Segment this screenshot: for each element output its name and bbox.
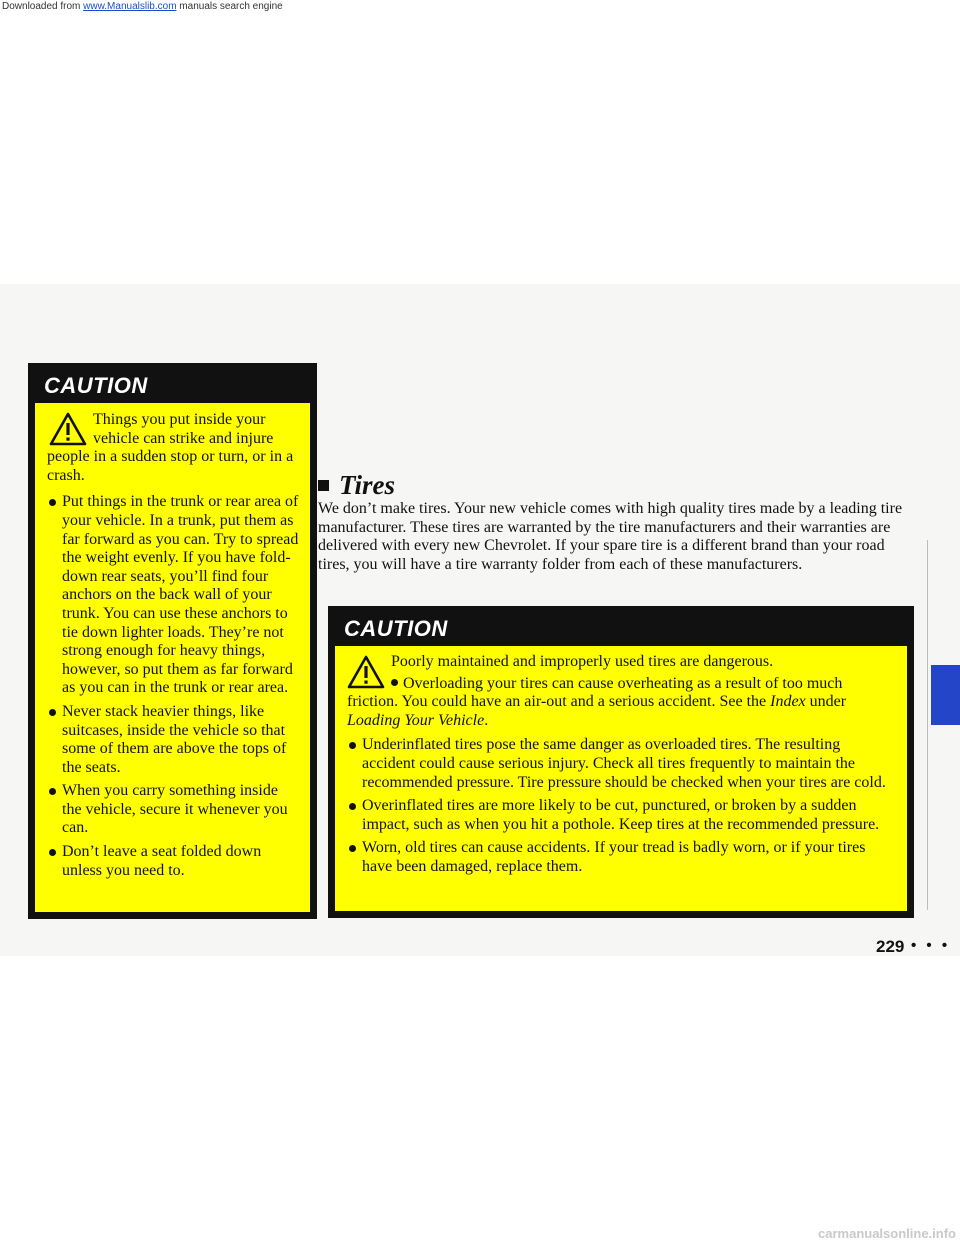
section-tab-marker [931,665,960,725]
page-number: 229 [876,937,905,956]
bullet-text: Worn, old tires can cause accidents. If your tread is badly worn, or if your tires have been damaged, replace them. [362,839,866,875]
caution-box-cargo [28,363,317,919]
caution-bullet-list [347,736,895,876]
caution-heading: CAUTION [335,613,907,646]
bullet-dot [49,499,56,506]
list-item [347,736,895,792]
list-item [47,493,300,698]
list-item [47,703,300,777]
list-item [47,843,300,880]
caution-body [35,403,310,880]
section-title-text: Tires [339,470,395,500]
bullet-dot [349,803,356,810]
bullet-dot [349,742,356,749]
section-title-tires [318,468,395,502]
bullet-dot [49,709,56,716]
warning-triangle-icon [49,412,87,446]
caution-intro: Poorly maintained and improperly used tires are dangerous. [391,653,774,670]
list-item [47,782,300,838]
bullet-text: Overloading your tires can cause overheating as a result of too much friction. You could have an air-out and a serious accident. See the [347,674,843,711]
warning-triangle-icon [347,655,385,689]
bullet-dot [349,845,356,852]
banner-prefix: Downloaded from [2,1,84,12]
caution-first-bullet [347,675,895,731]
tires-paragraph: We don’t make tires. Your new vehicle comes with high quality tires made by a leading tire manufacturer. These tires are warranted by the tire manufacturers and their warranties are delivered with every new Chevrolet. If your spare tire is a different brand than your road tires, you will have a tire warranty folder from each of these manufacturers. [318,500,903,573]
list-item [347,797,895,834]
bullet-dot [49,788,56,795]
bullet-text: Never stack heavier things, like suitcases, inside the vehicle so that some of them are above the tops of the seats. [62,702,287,776]
caution-box-tires [328,606,914,918]
download-banner [0,0,960,14]
caution-body [335,646,907,877]
caution-bullet-list [47,493,300,880]
banner-suffix: manuals search engine [176,1,283,12]
bullet-text-mid: under [805,693,847,711]
bullet-text: Don’t leave a seat folded down unless you need to. [62,843,262,879]
loading-vehicle-reference: Loading Your Vehicle [347,711,485,729]
section-square-icon [318,480,329,491]
bullet-dot [49,849,56,856]
right-margin-line [927,540,928,910]
bullet-dot [391,679,398,686]
caution-intro: Things you put inside your vehicle can strike and injure people in a sudden stop or turn, or in a crash. [47,411,294,484]
index-reference: Index [770,693,806,711]
caution-heading: CAUTION [35,370,310,403]
watermark: carmanualsonline.info [818,1226,956,1241]
bullet-text: When you carry something inside the vehicle, secure it whenever you can. [62,782,288,837]
page-dots: • • • [911,937,951,954]
bullet-text-end: . [484,711,489,729]
manualslib-link[interactable]: www.Manualslib.com [83,1,177,12]
list-item [347,839,895,876]
bullet-text: Overinflated tires are more likely to be cut, punctured, or broken by a sudden impact, such as when you hit a pothole. Keep tires at the recommended pressure. [362,797,880,833]
bullet-text: Underinflated tires pose the same danger as overloaded tires. The resulting accident could cause serious injury. Check all tires frequently to maintain the recommended pressure. Tire pressure should be checked when your tires are cold. [362,736,886,791]
bullet-text: Put things in the trunk or rear area of your vehicle. In a trunk, put them as far forward as you can. Try to spread the weight evenly. If you have fold-down rear seats, you’ll find four anchors on the back wall of your trunk. You can use these anchors to tie down lighter loads. They’re not strong enough for heavy things, however, so put them as far forward as you can in the trunk or rear area. [62,493,299,697]
